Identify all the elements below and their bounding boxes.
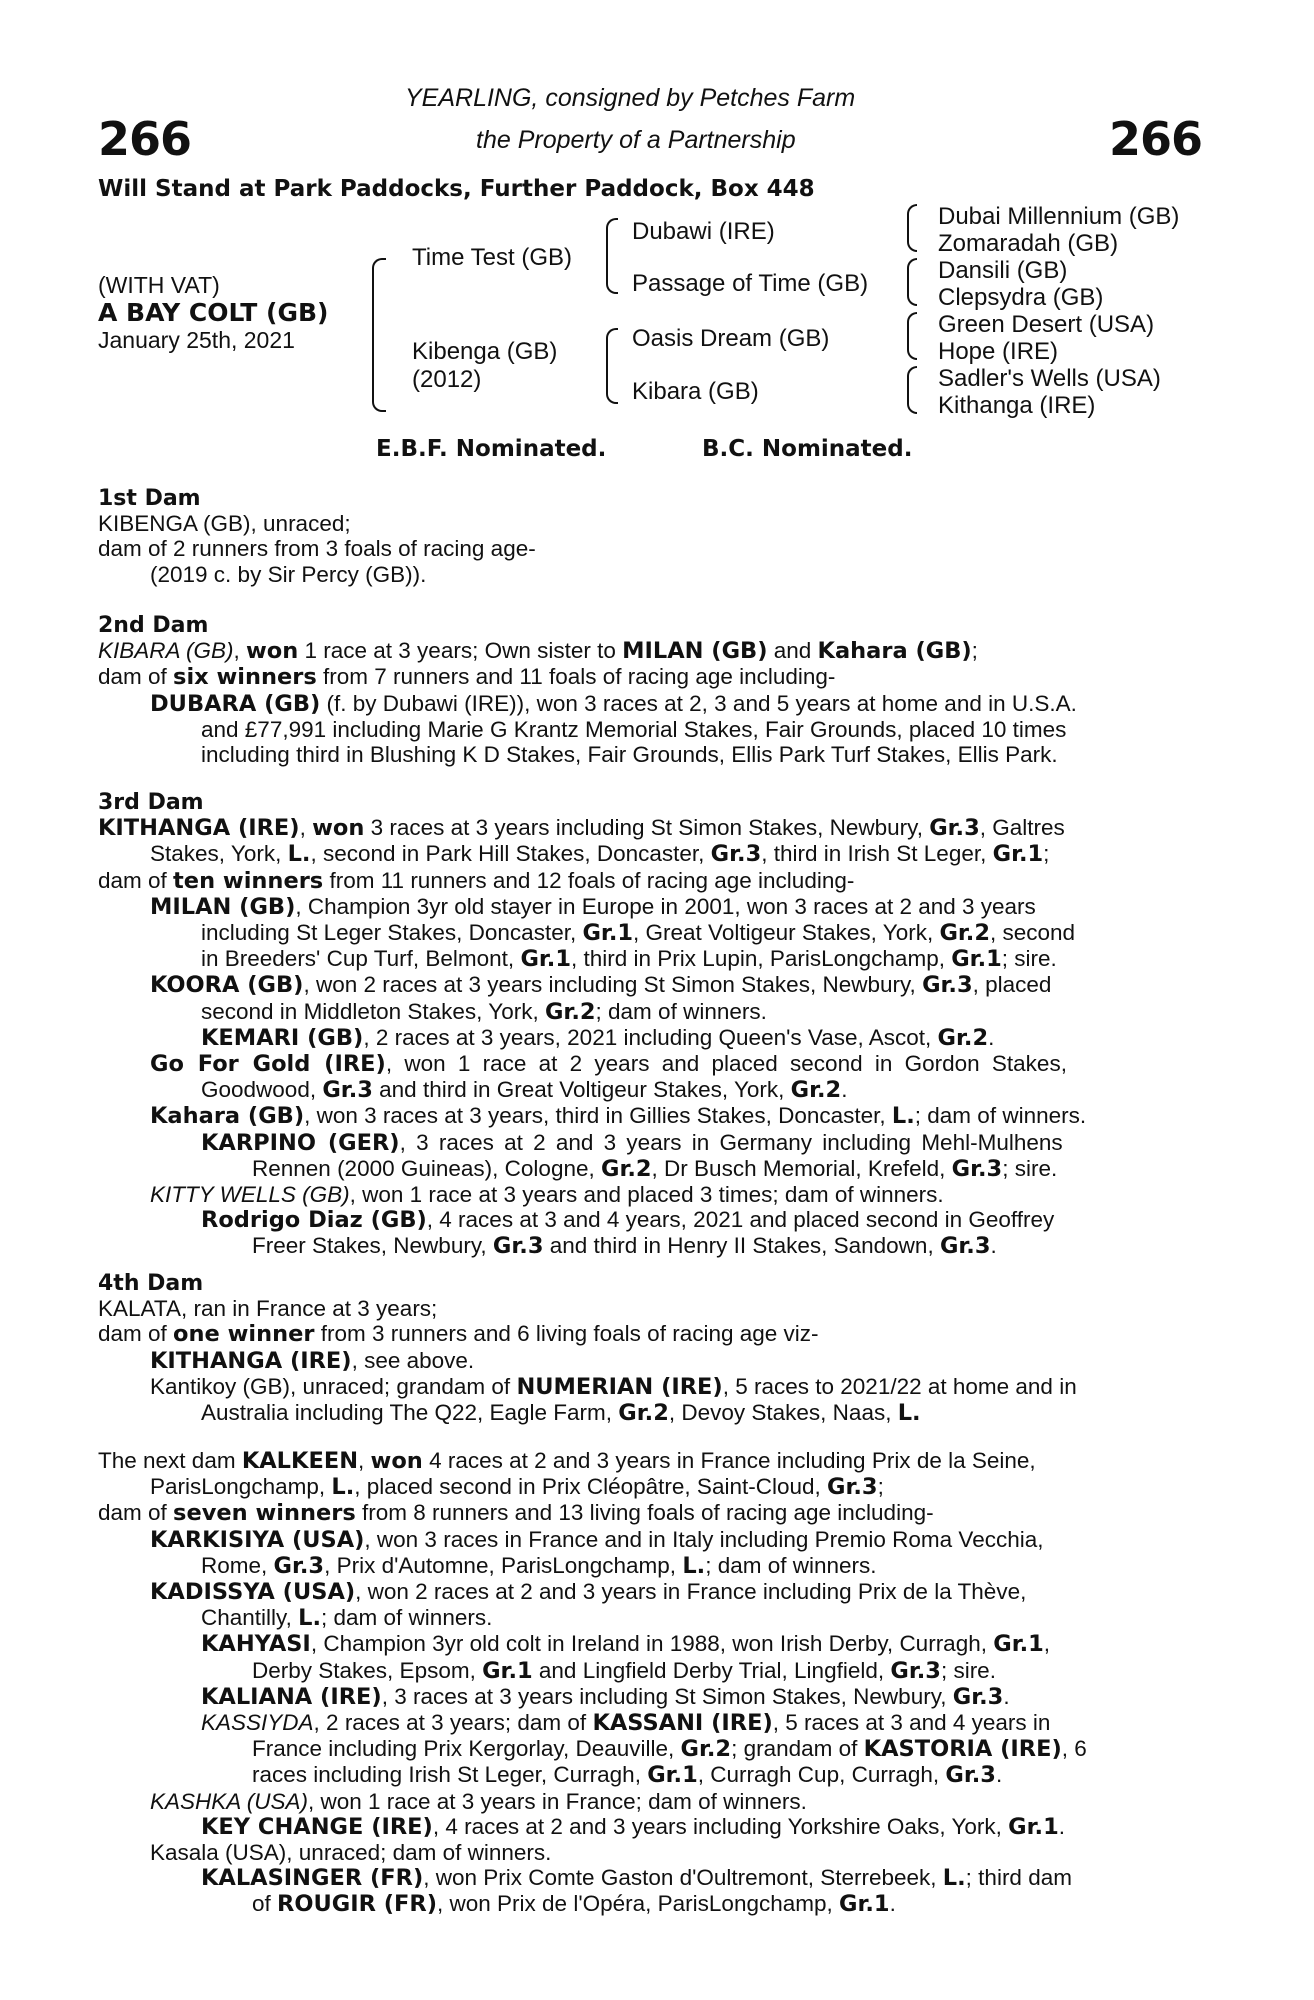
pedigree-brace-sire <box>606 218 618 294</box>
second-dam-section <box>98 613 1203 767</box>
third-dam-line: dam of ten winners from 11 runners and 12 foals of racing age including- <box>98 867 855 894</box>
grandparent-5: Green Desert (USA) <box>938 311 1155 338</box>
dam-name: Kibenga (GB) <box>412 338 558 365</box>
third-dam-line: KOORA (GB), won 2 races at 3 years including St Simon Stakes, Newbury, Gr.3, placed <box>150 972 1052 999</box>
second-dam-line: including third in Blushing K D Stakes, Fair Grounds, Ellis Park Turf Stakes, Ellis Park. <box>201 742 1058 768</box>
next-dam-line: Kasala (USA), unraced; dam of winners. <box>150 1840 552 1866</box>
next-dam-line: ParisLongchamp, L., placed second in Prix Cléopâtre, Saint-Cloud, Gr.3; <box>150 1474 884 1501</box>
next-dam-line: dam of seven winners from 8 runners and 13 living foals of racing age including- <box>98 1500 934 1527</box>
lot-number-left: 266 <box>98 112 192 166</box>
third-dam-line: KARPINO (GER), 3 races at 2 and 3 years in Germany including Mehl-Mulhens <box>201 1129 1063 1156</box>
third-dam-line: second in Middleton Stakes, York, Gr.2; dam of winners. <box>201 998 767 1025</box>
next-dam-line: of ROUGIR (FR), won Prix de l'Opéra, ParisLongchamp, Gr.1. <box>252 1891 896 1918</box>
first-dam-section <box>98 486 1203 587</box>
grandparent-2: Zomaradah (GB) <box>938 230 1119 257</box>
horse-name: A BAY COLT (GB) <box>98 298 329 327</box>
stand-location: Will Stand at Park Paddocks, Further Paddock, Box 448 <box>98 176 815 202</box>
dam-sire-name: Oasis Dream (GB) <box>632 325 830 352</box>
dam-year: (2012) <box>412 366 482 393</box>
fourth-dam-line: KITHANGA (IRE), see above. <box>150 1347 475 1374</box>
second-dam-line: and £77,991 including Marie G Krantz Memorial Stakes, Fair Grounds, placed 10 times <box>201 716 1067 742</box>
fourth-dam-section <box>98 1271 1203 1426</box>
dam-dam-name: Kibara (GB) <box>632 378 759 405</box>
third-dam-line: in Breeders' Cup Turf, Belmont, Gr.1, third in Prix Lupin, ParisLongchamp, Gr.1; sire. <box>201 946 1057 973</box>
next-dam-line: races including Irish St Leger, Curragh, Gr.1, Curragh Cup, Curragh, Gr.3. <box>252 1762 1003 1789</box>
next-dam-line: KARKISIYA (USA), won 3 races in France and in Italy including Premio Roma Vecchia, <box>150 1526 1044 1553</box>
next-dam-line: Chantilly, L.; dam of winners. <box>201 1605 493 1632</box>
next-dam-line: KAHYASI, Champion 3yr old colt in Ireland in 1988, won Irish Derby, Curragh, Gr.1, <box>201 1631 1051 1658</box>
pedigree-brace-gen1 <box>372 258 386 412</box>
bc-nominated: B.C. Nominated. <box>702 436 913 462</box>
grandparent-4: Clepsydra (GB) <box>938 284 1104 311</box>
third-dam-section <box>98 790 1203 1260</box>
pedigree-brace-g4 <box>907 366 917 414</box>
sire-sire-name: Dubawi (IRE) <box>632 218 775 245</box>
vat-note: (WITH VAT) <box>98 272 220 298</box>
next-dam-line: KASHKA (USA), won 1 race at 3 years in France; dam of winners. <box>150 1788 807 1814</box>
fourth-dam-line: dam of one winner from 3 runners and 6 living foals of racing age viz- <box>98 1321 819 1348</box>
first-dam-line: KIBENGA (GB), unraced; <box>98 511 351 537</box>
first-dam-line: (2019 c. by Sir Percy (GB)). <box>150 561 427 587</box>
property-line: the Property of a Partnership <box>476 126 796 154</box>
grandparent-3: Dansili (GB) <box>938 257 1068 284</box>
pedigree-brace-g3 <box>907 312 917 360</box>
third-dam-line: Stakes, York, L., second in Park Hill Stakes, Doncaster, Gr.3, third in Irish St Leger, Gr.1; <box>150 841 1050 868</box>
third-dam-line: MILAN (GB), Champion 3yr old stayer in Europe in 2001, won 3 races at 2 and 3 years <box>150 893 1036 920</box>
foaling-date: January 25th, 2021 <box>98 327 295 353</box>
next-dam-line: France including Prix Kergorlay, Deauville, Gr.2; grandam of KASTORIA (IRE), 6 <box>252 1736 1087 1763</box>
next-dam-section <box>98 1448 1203 1918</box>
pedigree-brace-g2 <box>907 258 917 306</box>
next-dam-line: Rome, Gr.3, Prix d'Automne, ParisLongchamp, L.; dam of winners. <box>201 1552 877 1579</box>
third-dam-line: Goodwood, Gr.3 and third in Great Voltigeur Stakes, York, Gr.2. <box>201 1077 848 1104</box>
second-dam-title: 2nd Dam <box>98 613 209 638</box>
sire-dam-name: Passage of Time (GB) <box>632 270 869 297</box>
consignor-line: YEARLING, consigned by Petches Farm <box>405 84 856 112</box>
first-dam-line: dam of 2 runners from 3 foals of racing age- <box>98 536 536 562</box>
next-dam-line: Derby Stakes, Epsom, Gr.1 and Lingfield Derby Trial, Lingfield, Gr.3; sire. <box>252 1657 996 1684</box>
next-dam-line: KEY CHANGE (IRE), 4 races at 2 and 3 years including Yorkshire Oaks, York, Gr.1. <box>201 1813 1065 1840</box>
next-dam-line: The next dam KALKEEN, won 4 races at 2 and 3 years in France including Prix de la Seine, <box>98 1448 1036 1474</box>
third-dam-title: 3rd Dam <box>98 790 204 815</box>
grandparent-1: Dubai Millennium (GB) <box>938 203 1180 230</box>
next-dam-line: KALASINGER (FR), won Prix Comte Gaston d'Oultremont, Sterrebeek, L.; third dam <box>201 1865 1072 1892</box>
fourth-dam-line: KALATA, ran in France at 3 years; <box>98 1296 438 1322</box>
third-dam-line: including St Leger Stakes, Doncaster, Gr.1, Great Voltigeur Stakes, York, Gr.2, second <box>201 920 1076 947</box>
pedigree-brace-dam <box>606 328 618 404</box>
ebf-nominated: E.B.F. Nominated. <box>376 436 607 462</box>
second-dam-line: DUBARA (GB) (f. by Dubawi (IRE)), won 3 races at 2, 3 and 5 years at home and in U.S.A. <box>150 690 1077 717</box>
sire-name: Time Test (GB) <box>412 244 573 271</box>
fourth-dam-line: Australia including The Q22, Eagle Farm, Gr.2, Devoy Stakes, Naas, L. <box>201 1400 921 1427</box>
third-dam-line: Go For Gold (IRE), won 1 race at 2 years and placed second in Gordon Stakes, <box>150 1051 1067 1078</box>
grandparent-8: Kithanga (IRE) <box>938 392 1096 419</box>
fourth-dam-title: 4th Dam <box>98 1271 204 1296</box>
fourth-dam-line: Kantikoy (GB), unraced; grandam of NUMERIAN (IRE), 5 races to 2021/22 at home and in <box>150 1373 1077 1400</box>
grandparent-6: Hope (IRE) <box>938 338 1059 365</box>
pedigree-brace-g1 <box>907 204 917 252</box>
third-dam-line: Kahara (GB), won 3 races at 3 years, third in Gillies Stakes, Doncaster, L.; dam of winners. <box>150 1103 1087 1130</box>
next-dam-line: KADISSYA (USA), won 2 races at 2 and 3 years in France including Prix de la Thève, <box>150 1579 1027 1606</box>
second-dam-line: KIBARA (GB), won 1 race at 3 years; Own sister to MILAN (GB) and Kahara (GB); <box>98 638 978 665</box>
third-dam-line: Rodrigo Diaz (GB), 4 races at 3 and 4 years, 2021 and placed second in Geoffrey <box>201 1207 1055 1234</box>
third-dam-line: KITTY WELLS (GB), won 1 race at 3 years and placed 3 times; dam of winners. <box>150 1182 944 1208</box>
second-dam-line: dam of six winners from 7 runners and 11 foals of racing age including- <box>98 664 836 691</box>
third-dam-line: Rennen (2000 Guineas), Cologne, Gr.2, Dr Busch Memorial, Krefeld, Gr.3; sire. <box>252 1155 1058 1182</box>
first-dam-title: 1st Dam <box>98 486 201 511</box>
lot-number-right: 266 <box>1108 112 1202 166</box>
third-dam-line: Freer Stakes, Newbury, Gr.3 and third in Henry II Stakes, Sandown, Gr.3. <box>252 1233 997 1260</box>
third-dam-line: KEMARI (GB), 2 races at 3 years, 2021 including Queen's Vase, Ascot, Gr.2. <box>201 1024 995 1051</box>
third-dam-line: KITHANGA (IRE), won 3 races at 3 years including St Simon Stakes, Newbury, Gr.3, Galtres <box>98 815 1065 842</box>
next-dam-line: KASSIYDA, 2 races at 3 years; dam of KASSANI (IRE), 5 races at 3 and 4 years in <box>201 1710 1051 1737</box>
grandparent-7: Sadler's Wells (USA) <box>938 365 1161 392</box>
next-dam-line: KALIANA (IRE), 3 races at 3 years including St Simon Stakes, Newbury, Gr.3. <box>201 1683 1010 1710</box>
